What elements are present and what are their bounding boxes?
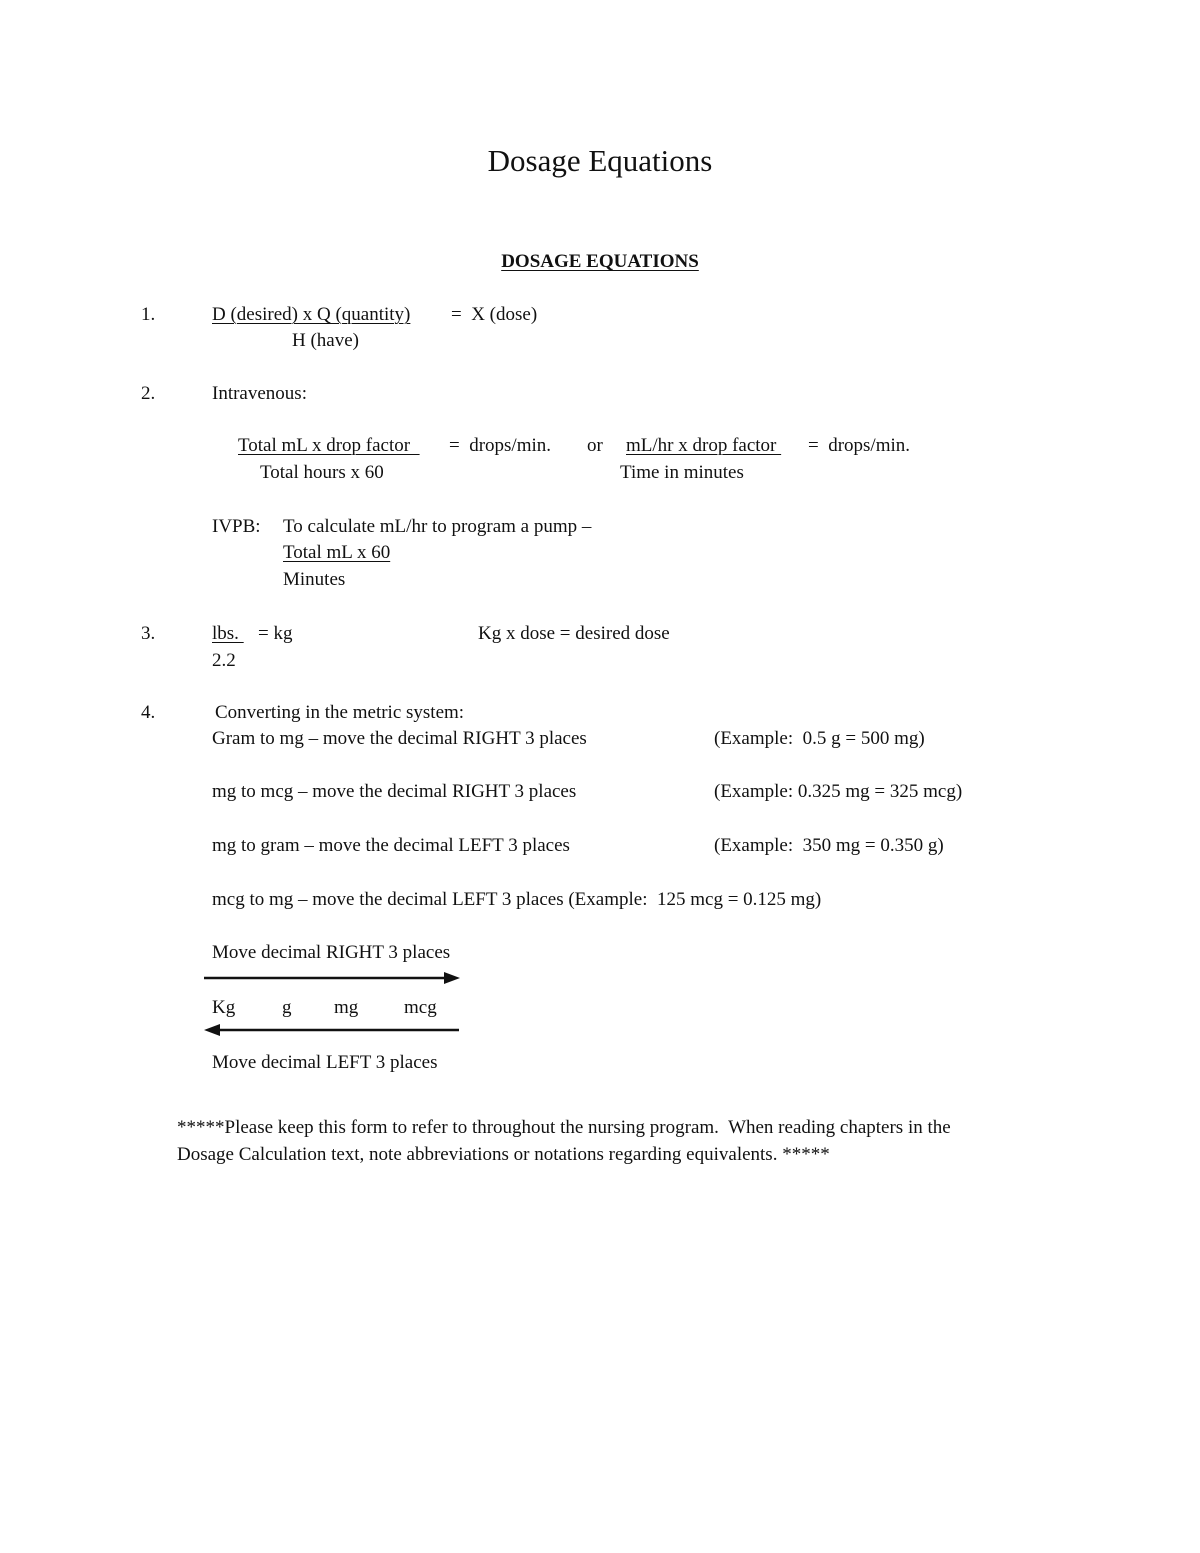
ivpb-numerator: Total mL x 60: [283, 542, 391, 563]
unit-kg: Kg: [212, 997, 236, 1018]
ivpb-label: IVPB:: [212, 516, 261, 537]
conversion-example: (Example: 350 mg = 0.350 g): [714, 835, 944, 856]
move-left-label: Move decimal LEFT 3 places: [212, 1052, 438, 1073]
item-2-number: 2.: [141, 383, 156, 404]
conversion-example: (Example: 0.5 g = 500 mg): [714, 728, 925, 749]
iv-or: or: [587, 435, 603, 456]
ivpb-text: To calculate mL/hr to program a pump –: [283, 516, 592, 537]
conversion-example: (Example: 0.325 mg = 325 mcg): [714, 781, 963, 802]
item-4-heading: Converting in the metric system:: [215, 702, 465, 723]
unit-mcg: mcg: [404, 997, 437, 1018]
item-1-number: 1.: [141, 304, 156, 325]
unit-g: g: [282, 997, 292, 1018]
item-1-denominator: H (have): [292, 330, 359, 351]
conversion-rule: mg to gram – move the decimal LEFT 3 places: [212, 835, 570, 856]
conversion-rule: mg to mcg – move the decimal RIGHT 3 places: [212, 781, 577, 802]
right-arrow-icon: [200, 968, 464, 988]
conversion-rule-with-example: mcg to mg – move the decimal LEFT 3 places (Example: 125 mcg = 0.125 mg): [212, 889, 822, 910]
item-1-equals: = X (dose): [451, 304, 538, 325]
iv-formula-a-equals: = drops/min.: [449, 435, 552, 456]
iv-formula-b-denominator: Time in minutes: [620, 462, 744, 483]
ivpb-denominator: Minutes: [283, 569, 346, 590]
item-3-numerator: lbs.: [212, 623, 244, 644]
iv-formula-a-numerator: Total mL x drop factor: [238, 435, 420, 456]
iv-formula-a-denominator: Total hours x 60: [260, 462, 384, 483]
item-3-right-formula: Kg x dose = desired dose: [478, 623, 670, 644]
item-3-denominator: 2.2: [212, 650, 236, 671]
item-2-heading: Intravenous:: [212, 383, 307, 404]
footer-note-line-2: Dosage Calculation text, note abbreviations or notations regarding equivalents. *****: [177, 1144, 830, 1165]
left-arrow-icon: [200, 1020, 464, 1040]
section-heading: DOSAGE EQUATIONS: [501, 251, 699, 272]
footer-note-line-1: *****Please keep this form to refer to throughout the nursing program. When reading chapters in the: [177, 1117, 951, 1138]
page-title: Dosage Equations: [487, 143, 713, 178]
move-right-label: Move decimal RIGHT 3 places: [212, 942, 451, 963]
iv-formula-b-equals: = drops/min.: [808, 435, 911, 456]
item-4-number: 4.: [141, 702, 156, 723]
iv-formula-b-numerator: mL/hr x drop factor: [626, 435, 782, 456]
item-3-number: 3.: [141, 623, 156, 644]
conversion-rule: Gram to mg – move the decimal RIGHT 3 places: [212, 728, 587, 749]
unit-mg: mg: [334, 997, 359, 1018]
item-1-numerator: D (desired) x Q (quantity): [212, 304, 411, 325]
item-3-equals: = kg: [258, 623, 293, 644]
